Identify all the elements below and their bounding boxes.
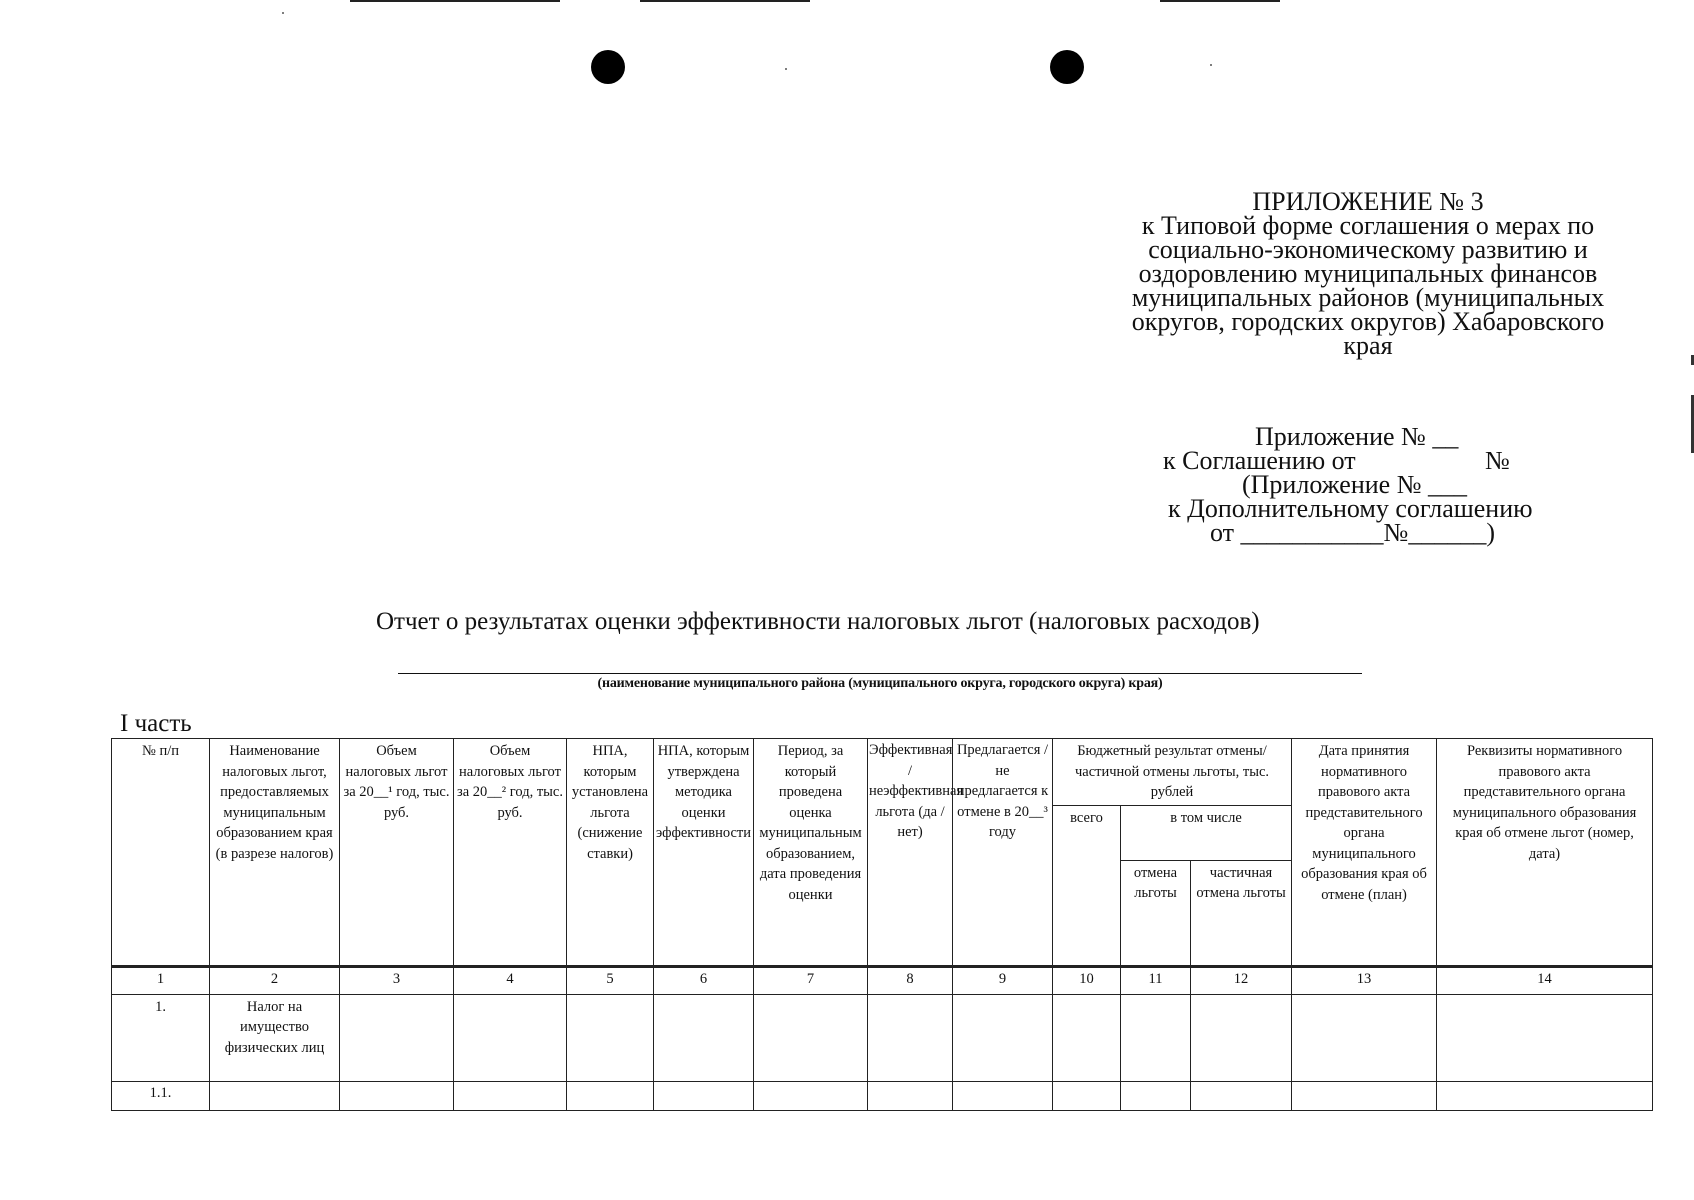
header-cell-act-details: Реквизиты нормативного правового акта представительного органа муниципального образования края об отмене льгот (номер, дата) [1437, 739, 1653, 967]
empty-cell [1053, 994, 1121, 1081]
header-cell-proposed-cancel: Предлагается / не предлагается к отмене в 20__³ году [953, 739, 1053, 967]
report-table [111, 738, 1653, 1111]
header-cell-assessment-period: Период, за который проведена оценка муниципальным образованием, дата проведения оценки [754, 739, 868, 967]
column-number: 5 [567, 966, 654, 994]
table-row [112, 1081, 1653, 1110]
header-cell-volume-year2: Объем налоговых льгот за 20__² год, тыс. руб. [454, 739, 567, 967]
empty-cell [567, 994, 654, 1081]
column-number: 13 [1292, 966, 1437, 994]
municipality-name-line [398, 673, 1362, 674]
punch-hole [1050, 50, 1084, 84]
column-number: 14 [1437, 966, 1653, 994]
attachment-line: (Приложение № ___ [1242, 470, 1468, 499]
row-number: 1. [112, 994, 210, 1081]
empty-cell [953, 994, 1053, 1081]
column-number: 7 [754, 966, 868, 994]
punch-hole [591, 50, 625, 84]
column-number: 11 [1121, 966, 1191, 994]
header-cell-adoption-date: Дата принятия нормативного правового акта представительного органа муниципального образования края об отмене (план) [1292, 739, 1437, 967]
attachment-line: от ___________№______) [1210, 518, 1495, 547]
empty-cell [1292, 994, 1437, 1081]
header-cell-volume-year1: Объем налоговых льгот за 20__¹ год, тыс. руб. [340, 739, 454, 967]
column-number: 9 [953, 966, 1053, 994]
empty-cell [654, 994, 754, 1081]
empty-cell [1292, 1081, 1437, 1110]
attachment-block [1150, 422, 1620, 547]
empty-cell [754, 994, 868, 1081]
column-number: 2 [210, 966, 340, 994]
empty-cell [654, 1081, 754, 1110]
attachment-line: к Соглашению от [1163, 446, 1356, 475]
empty-cell [868, 1081, 953, 1110]
appendix-line: оздоровлению муниципальных финансов [1138, 259, 1598, 288]
report-title: Отчет о результатах оценки эффективности налоговых льгот (налоговых расходов) [376, 608, 1260, 635]
empty-cell [1437, 994, 1653, 1081]
header-cell-partial-cancel: частичная отмена льготы [1191, 860, 1292, 966]
column-number: 12 [1191, 966, 1292, 994]
cut-off-top-line [640, 0, 810, 2]
attachment-line: к Дополнительному соглашению [1168, 494, 1533, 523]
tax-name [210, 1081, 340, 1110]
empty-cell [1191, 1081, 1292, 1110]
scan-speck [282, 12, 284, 14]
appendix-header [1098, 187, 1638, 360]
column-number: 3 [340, 966, 454, 994]
empty-cell [567, 1081, 654, 1110]
empty-cell [1053, 1081, 1121, 1110]
header-cell-effective: Эффективная / неэффективная льгота (да /нет) [868, 739, 953, 967]
column-number: 6 [654, 966, 754, 994]
header-cell-full-cancel: отмена льготы [1121, 860, 1191, 966]
column-number: 4 [454, 966, 567, 994]
tax-name: Налог на имущество физических лиц [210, 994, 340, 1081]
empty-cell [868, 994, 953, 1081]
empty-cell [1121, 1081, 1191, 1110]
appendix-line: края [1343, 331, 1393, 360]
empty-cell [1191, 994, 1292, 1081]
appendix-line: к Типовой форме соглашения о мерах по [1141, 211, 1595, 240]
empty-cell [340, 994, 454, 1081]
column-number-row [112, 966, 1653, 994]
appendix-line: муниципальных районов (муниципальных [1131, 283, 1605, 312]
header-cell-total: всего [1053, 805, 1121, 966]
empty-cell [454, 994, 567, 1081]
municipality-name-caption: (наименование муниципального района (муниципального округа, городского округа) края) [597, 676, 1163, 691]
table-row [112, 994, 1653, 1081]
appendix-line: социально-экономическому развитию и [1148, 235, 1588, 264]
attachment-number-sign: № [1485, 446, 1510, 475]
empty-cell [454, 1081, 567, 1110]
empty-cell [754, 1081, 868, 1110]
empty-cell [1437, 1081, 1653, 1110]
column-number: 1 [112, 966, 210, 994]
column-number: 8 [868, 966, 953, 994]
row-number: 1.1. [112, 1081, 210, 1110]
scan-speck [785, 68, 787, 70]
cut-off-top-line [1160, 0, 1280, 2]
empty-cell [953, 1081, 1053, 1110]
header-cell-number: № п/п [112, 739, 210, 967]
header-cell-npa-benefit: НПА, которым установлена льгота (снижение ставки) [567, 739, 654, 967]
appendix-title: ПРИЛОЖЕНИЕ № 3 [1252, 187, 1484, 216]
empty-cell [340, 1081, 454, 1110]
column-number: 10 [1053, 966, 1121, 994]
header-cell-npa-method: НПА, которым утверждена методика оценки эффективности [654, 739, 754, 967]
header-cell-benefit-name: Наименование налоговых льгот, предоставляемых муниципальным образованием края (в разрезе налогов) [210, 739, 340, 967]
header-cell-including: в том числе [1121, 805, 1292, 860]
scan-speck [1210, 64, 1212, 66]
appendix-line: округов, городских округов) Хабаровского [1131, 307, 1605, 336]
cut-off-top-line [350, 0, 560, 2]
attachment-line: Приложение № __ [1255, 422, 1459, 451]
header-cell-budget-result: Бюджетный результат отмены/частичной отмены льготы, тыс. рублей [1053, 739, 1292, 806]
part-label: I часть [120, 710, 192, 737]
empty-cell [1121, 994, 1191, 1081]
